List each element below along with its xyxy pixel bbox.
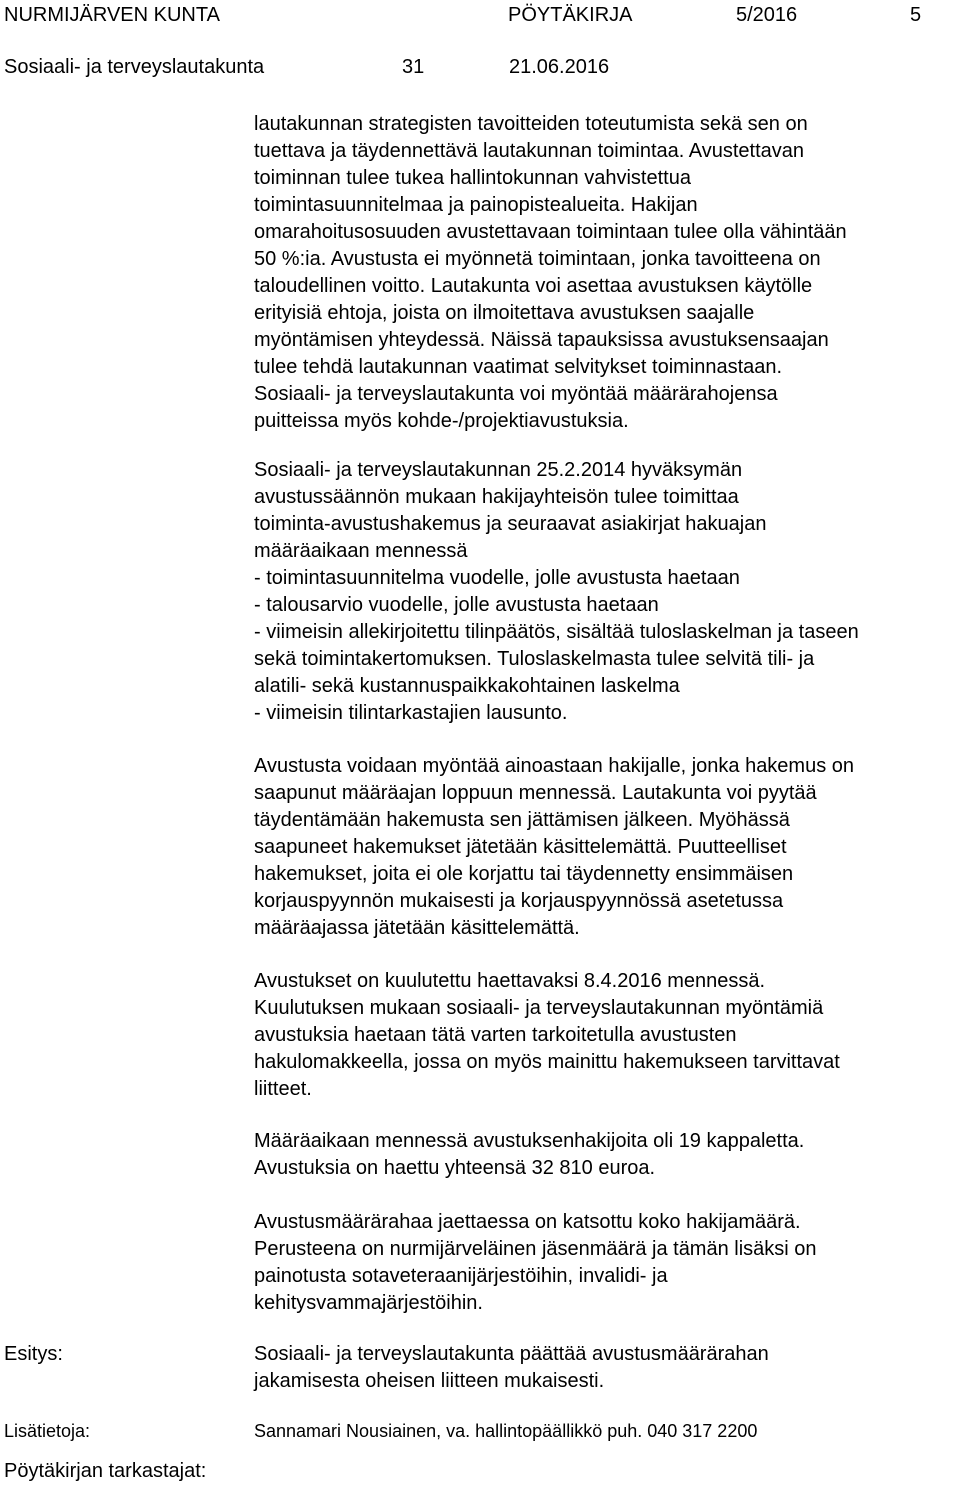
text-line: taloudellinen voitto. Lautakunta voi asettaa avustuksen käytölle xyxy=(254,275,813,297)
text-line: saapuneet hakemukset jätetään käsittelemättä. Puutteelliset xyxy=(254,836,787,858)
document-number: 5/2016 xyxy=(736,4,798,26)
text-line: saapunut määräajan loppuun mennessä. Lautakunta voi pyytää xyxy=(254,782,817,804)
text-line: jakamisesta oheisen liitteen mukaisesti. xyxy=(254,1370,605,1392)
text-line: sekä toimintakertomuksen. Tuloslaskelmasta tulee selvitä tili- ja xyxy=(254,648,815,670)
text-line: omarahoitusosuuden avustettavaan toimintaan tulee olla vähintään xyxy=(254,221,847,243)
text-line: Sosiaali- ja terveyslautakunta voi myöntää määrärahojensa xyxy=(254,383,778,405)
paragraph-1 xyxy=(254,111,958,435)
document-type: PÖYTÄKIRJA xyxy=(508,4,633,26)
text-line: Avustusmäärärahaa jaettaessa on katsottu koko hakijamäärä. xyxy=(254,1211,801,1233)
text-line: tuettava ja täydennettävä lautakunnan toimintaa. Avustettavan xyxy=(254,140,805,162)
text-line: määräaikaan mennessä xyxy=(254,540,468,562)
text-line: määräajassa jätetään käsittelemättä. xyxy=(254,917,580,939)
text-line: lautakunnan strategisten tavoitteiden toteutumista sekä sen on xyxy=(254,113,808,135)
text-line: - viimeisin allekirjoitettu tilinpäätös, sisältää tuloslaskelman ja taseen xyxy=(254,621,859,643)
text-line: Sosiaali- ja terveyslautakunta päättää avustusmäärärahan xyxy=(254,1343,769,1365)
board-name: Sosiaali- ja terveyslautakunta xyxy=(4,56,265,78)
text-line: Määräaikaan mennessä avustuksenhakijoita oli 19 kappaletta. xyxy=(254,1130,805,1152)
text-line: - talousarvio vuodelle, jolle avustusta haetaan xyxy=(254,594,659,616)
text-line: korjauspyynnön mukaisesti ja korjauspyynnössä asetetussa xyxy=(254,890,784,912)
proposal-label: Esitys: xyxy=(4,1343,63,1365)
text-line: kehitysvammajärjestöihin. xyxy=(254,1292,483,1314)
meeting-date: 21.06.2016 xyxy=(509,56,610,78)
text-line: toimintasuunnitelmaa ja painopistealueita. Hakijan xyxy=(254,194,698,216)
paragraph-4 xyxy=(254,968,958,1103)
org-name: NURMIJÄRVEN KUNTA xyxy=(4,4,220,26)
text-line: - viimeisin tilintarkastajien lausunto. xyxy=(254,702,568,724)
text-line: täydentämään hakemusta sen jättämisen jälkeen. Myöhässä xyxy=(254,809,790,831)
text-line: Avustukset on kuulutettu haettavaksi 8.4.2016 mennessä. xyxy=(254,970,766,992)
text-line: Avustuksia on haettu yhteensä 32 810 euroa. xyxy=(254,1157,656,1179)
info-contact: Sannamari Nousiainen, va. hallintopäällikkö puh. 040 317 2200 xyxy=(254,1421,758,1441)
text-line: avustussäännön mukaan hakijayhteisön tulee toimittaa xyxy=(254,486,739,508)
text-line: avustuksia haetaan tätä varten tarkoitetulla avustusten xyxy=(254,1024,737,1046)
text-line: Avustusta voidaan myöntää ainoastaan hakijalle, jonka hakemus on xyxy=(254,755,855,777)
proposal-text xyxy=(254,1341,958,1395)
text-line: hakulomakkeella, jossa on myös mainittu hakemukseen tarvittavat xyxy=(254,1051,840,1073)
text-line: toiminnan tulee tukea hallintokunnan vahvistettua xyxy=(254,167,691,189)
page-number: 5 xyxy=(910,4,922,26)
text-line: toiminta-avustushakemus ja seuraavat asiakirjat hakuajan xyxy=(254,513,767,535)
section-number: 31 xyxy=(402,56,425,78)
text-line: alatili- sekä kustannuspaikkakohtainen laskelma xyxy=(254,675,680,697)
paragraph-6 xyxy=(254,1209,958,1317)
text-line: tulee tehdä lautakunnan vaatimat selvitykset toiminnastaan. xyxy=(254,356,783,378)
text-line: 50 %:ia. Avustusta ei myönnetä toimintaan, jonka tavoitteena on xyxy=(254,248,821,270)
text-line: puitteissa myös kohde-/projektiavustuksia. xyxy=(254,410,629,432)
text-line: Sosiaali- ja terveyslautakunnan 25.2.2014 hyväksymän xyxy=(254,459,743,481)
text-line: hakemukset, joita ei ole korjattu tai täydennetty ensimmäisen xyxy=(254,863,794,885)
reviewers-label: Pöytäkirjan tarkastajat: xyxy=(4,1460,207,1482)
paragraph-2 xyxy=(254,457,958,727)
paragraph-3 xyxy=(254,753,958,942)
text-line: - toimintasuunnitelma vuodelle, jolle avustusta haetaan xyxy=(254,567,740,589)
text-line: Perusteena on nurmijärveläinen jäsenmäärä ja tämän lisäksi on xyxy=(254,1238,817,1260)
text-line: myöntämisen yhteydessä. Näissä tapauksissa avustuksensaajan xyxy=(254,329,829,351)
text-line: erityisiä ehtoja, joista on ilmoitettava avustuksen saajalle xyxy=(254,302,755,324)
info-label: Lisätietoja: xyxy=(4,1421,91,1441)
text-line: liitteet. xyxy=(254,1078,312,1100)
paragraph-5 xyxy=(254,1128,958,1182)
text-line: painotusta sotaveteraanijärjestöihin, invalidi- ja xyxy=(254,1265,668,1287)
text-line: Kuulutuksen mukaan sosiaali- ja terveyslautakunnan myöntämiä xyxy=(254,997,824,1019)
